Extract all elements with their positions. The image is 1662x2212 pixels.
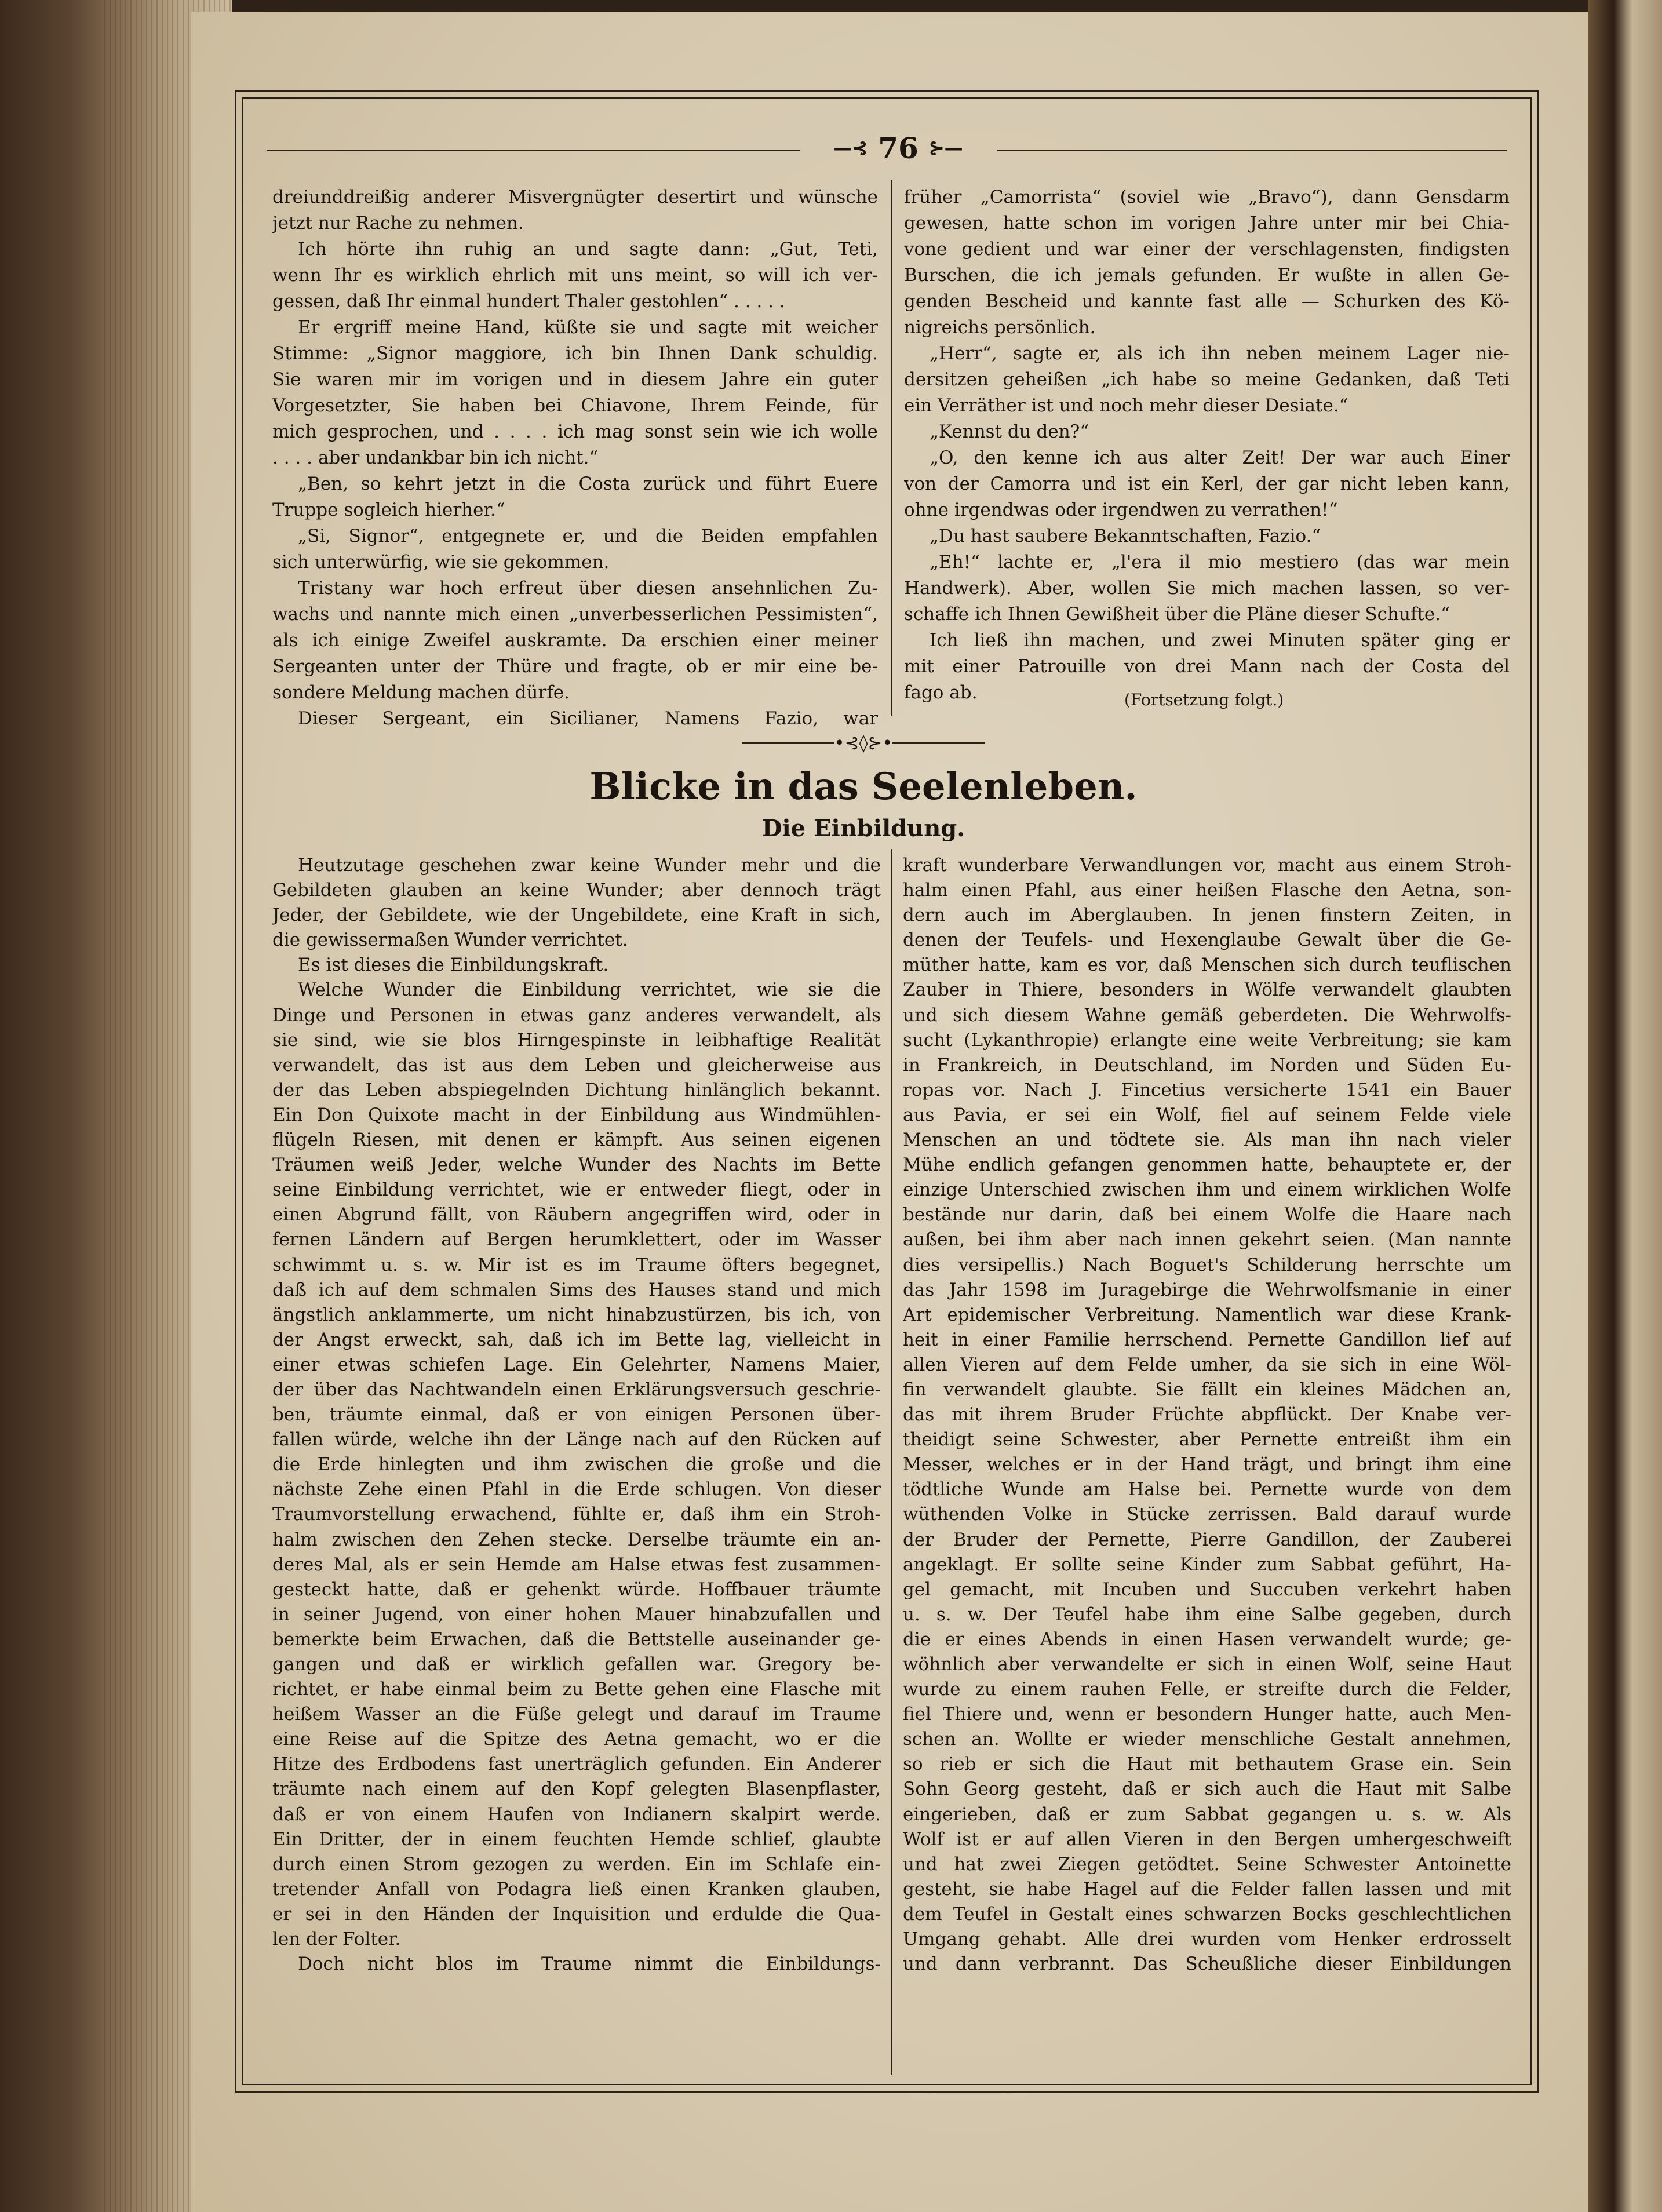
text-line: vone gedient und war einer der verschlagensten, findigsten: [904, 239, 1510, 260]
text-line: jetzt nur Rache zu nehmen.: [272, 213, 524, 234]
text-line: denen der Teufels- und Hexenglaube Gewalt über die Ge-: [903, 930, 1511, 951]
paragraph: [272, 1952, 881, 1977]
paragraph: [272, 953, 881, 978]
text-line: schwimmt u. s. w. Mir ist es im Traume öfters begegnet,: [272, 1254, 881, 1276]
text-line: Sohn Georg gesteht, daß er sich auch die Haut mit Salbe: [903, 1779, 1511, 1800]
text-line: wöhnlich aber verwandelte er sich in einen Wolf, seine Haut: [903, 1654, 1511, 1675]
paragraph: [272, 523, 878, 575]
text-line: „Si, Signor“, entgegnete er, und die Beiden empfahlen: [298, 526, 878, 546]
text-line: fernen Ländern auf Bergen herumklettert, oder im Wasser: [272, 1229, 881, 1251]
text-line: einen Abgrund fällt, von Räubern angegriffen wird, oder in: [272, 1204, 881, 1226]
text-line: Gebildeten glauben an keine Wunder; aber dennoch trägt: [272, 880, 881, 901]
paragraph: [904, 419, 1510, 445]
text-line: gangen und daß er wirklich gefallen war. Gregory be-: [272, 1654, 881, 1675]
paragraph: [272, 315, 878, 471]
text-line: Ein Don Quixote macht in der Einbildung aus Windmühlen-: [272, 1104, 881, 1125]
text-line: len der Folter.: [272, 1929, 401, 1950]
text-line: Dinge und Personen in etwas ganz anderes verwandelt, als: [272, 1004, 881, 1026]
text-line: Burschen, die ich jemals gefunden. Er wußte in allen Ge-: [904, 265, 1510, 286]
text-line: Doch nicht blos im Traume nimmt die Einbildungs-: [298, 1954, 881, 1975]
paragraph: [904, 549, 1510, 628]
text-line: angeklagt. Er sollte seine Kinder zum Sabbat geführt, Ha-: [903, 1554, 1511, 1575]
text-line: früher „Camorrista“ (soviel wie „Bravo“), dann Gensdarm: [904, 187, 1510, 207]
text-line: wurde zu einem rauhen Felle, er streifte durch die Felder,: [903, 1679, 1511, 1700]
text-line: bemerkte beim Erwachen, daß die Bettstelle auseinander ge-: [272, 1628, 881, 1650]
text-line: halm zwischen den Zehen stecke. Derselbe träumte ein an-: [272, 1529, 881, 1550]
text-line: der Bruder der Pernette, Pierre Gandillon, der Zauberei: [903, 1529, 1511, 1550]
text-line: Ein Dritter, der in einem feuchten Hemde schlief, glaubte: [272, 1828, 881, 1850]
top-left-column: [272, 184, 878, 732]
text-line: Truppe sogleich hierher.“: [272, 500, 505, 520]
text-line: tretender Anfall von Podagra ließ einen Kranken glauben,: [272, 1878, 881, 1900]
text-line: gel gemacht, mit Incuben und Succuben verkehrt haben: [903, 1579, 1511, 1600]
text-line: Träumen weiß Jeder, welche Wunder des Nachts im Bette: [272, 1154, 881, 1176]
text-line: „Du hast saubere Bekanntschaften, Fazio.“: [930, 526, 1321, 546]
text-line: dern auch im Aberglauben. In jenen finstern Zeiten, in: [903, 905, 1511, 926]
text-line: gesteht, sie habe Hagel auf die Felder fallen lassen und mit: [903, 1878, 1511, 1900]
paragraph: [272, 706, 878, 732]
text-line: u. s. w. Der Teufel habe ihm eine Salbe gegeben, durch: [903, 1604, 1511, 1625]
text-line: Art epidemischer Verbreitung. Namentlich war diese Krank-: [903, 1304, 1511, 1325]
section-divider: [742, 731, 985, 755]
text-line: sich unterwürfig, wie sie gekommen.: [272, 552, 610, 573]
text-line: Umgang gehabt. Alle drei wurden vom Henker erdrosselt: [903, 1929, 1511, 1950]
text-line: tödtliche Wunde am Halse bei. Pernette wurde von dem: [903, 1479, 1511, 1500]
text-line: allen Vieren auf dem Felde umher, da sie sich in eine Wöl-: [903, 1354, 1511, 1375]
text-line: Welche Wunder die Einbildung verrichtet, wie sie die: [298, 979, 881, 1001]
text-line: müther hatte, kam es vor, daß Menschen sich durch teuflischen: [903, 954, 1511, 976]
text-line: Mühe endlich gefangen genommen hatte, behauptete er, der: [903, 1154, 1511, 1176]
text-line: Handwerk). Aber, wollen Sie mich machen lassen, so ver-: [904, 578, 1510, 599]
text-line: die Erde hinlegten und ihm zwischen die große und die: [272, 1454, 881, 1475]
text-line: Wolf ist er auf allen Vieren in den Bergen umhergeschweift: [903, 1828, 1511, 1850]
header-ornament-left: —⊰: [833, 137, 868, 159]
text-line: in Frankreich, in Deutschland, im Norden und Süden Eu-: [903, 1054, 1511, 1076]
text-line: flügeln Riesen, mit denen er kämpft. Aus seinen eigenen: [272, 1129, 881, 1151]
text-line: ohne irgendwas oder irgendwen zu verrathen!“: [904, 500, 1338, 520]
text-line: dreiunddreißig anderer Misvergnügter desertirt und wünsche: [272, 187, 878, 207]
text-line: fago ab.: [904, 682, 978, 703]
text-line: sondere Meldung machen dürfe.: [272, 682, 570, 703]
text-line: Stimme: „Signor maggiore, ich bin Ihnen Dank schuldig.: [272, 343, 878, 364]
text-line: theidigt seine Schwester, aber Pernette entreißt ihm ein: [903, 1429, 1511, 1451]
text-line: aus Pavia, er sei ein Wolf, fiel auf seinem Felde viele: [903, 1104, 1511, 1125]
text-line: ropas vor. Nach J. Fincetius versicherte 1541 ein Bauer: [903, 1079, 1511, 1100]
text-line: Ich ließ ihn machen, und zwei Minuten später ging er: [930, 630, 1510, 651]
text-line: durch einen Strom gezogen zu werden. Ein im Schlafe ein-: [272, 1853, 881, 1875]
text-line: „Ben, so kehrt jetzt in die Costa zurück und führt Euere: [298, 473, 878, 494]
text-line: der das Leben abspiegelnden Dichtung hinlänglich bekannt.: [272, 1079, 881, 1100]
text-line: Sergeanten unter der Thüre und fragte, ob er mir eine be-: [272, 656, 878, 677]
text-line: einzige Unterschied zwischen ihm und einem wirklichen Wolfe: [903, 1179, 1511, 1201]
bottom-left-column: [272, 853, 881, 1977]
text-line: heit in einer Familie herrschend. Pernette Gandillon lief auf: [903, 1329, 1511, 1350]
text-line: halm einen Pfahl, aus einer heißen Flasche den Aetna, son-: [903, 880, 1511, 901]
next-page-edge: [1588, 0, 1662, 2212]
text-line: und sich diesem Wahne gemäß geberdeten. Die Wehrwolfs-: [903, 1004, 1511, 1026]
text-line: träumte nach einem auf den Kopf gelegten Blasenpflaster,: [272, 1779, 881, 1800]
text-line: nigreichs persönlich.: [904, 317, 1096, 338]
text-line: „Eh!“ lachte er, „l'era il mio mestiero (das war mein: [930, 552, 1510, 573]
text-line: bestände nur darin, daß bei einem Wolfe die Haare nach: [903, 1204, 1511, 1226]
page-header: [800, 127, 997, 168]
text-line: ben, träumte einmal, daß er von einigen Personen über-: [272, 1404, 881, 1426]
text-line: kraft wunderbare Verwandlungen vor, macht aus einem Stroh-: [903, 855, 1511, 876]
paragraph: [904, 445, 1510, 523]
text-line: gesteckt hatte, daß er gehenkt würde. Hoffbauer träumte: [272, 1579, 881, 1600]
column-rule-top: [891, 180, 892, 716]
text-line: Tristany war hoch erfreut über diesen ansehnlichen Zu-: [298, 578, 878, 599]
text-line: sie sind, wie sie blos Hirngespinste in leibhaftige Realität: [272, 1029, 881, 1051]
text-line: „Herr“, sagte er, als ich ihn neben meinem Lager nie-: [930, 343, 1510, 364]
text-line: einer etwas schiefen Lage. Ein Gelehrter, Namens Maier,: [272, 1354, 881, 1375]
paragraph: [272, 471, 878, 523]
text-line: von der Camorra und ist ein Kerl, der gar nicht leben kann,: [904, 473, 1510, 494]
to-be-continued-note: (Fortsetzung folgt.): [1124, 690, 1284, 709]
text-line: nächste Zehe einen Pfahl in die Erde schlugen. Von dieser: [272, 1479, 881, 1500]
text-line: genden Bescheid und kannte fast alle — Schurken des Kö-: [904, 291, 1510, 312]
header-rule-right: [997, 150, 1507, 151]
text-line: eine Reise auf die Spitze des Aetna gemacht, wo er die: [272, 1729, 881, 1750]
text-line: das mit ihrem Bruder Früchte abpflückt. Der Knabe ver-: [903, 1404, 1511, 1426]
text-line: Zauber in Thiere, besonders in Wölfe verwandelt glaubten: [903, 979, 1511, 1001]
paragraph: [904, 523, 1510, 549]
paragraph: [272, 184, 878, 236]
text-line: außen, bei ihm aber nach innen gekehrt seien. (Man nannte: [903, 1229, 1511, 1251]
text-line: so rieb er sich die Haut mit bethautem Grase ein. Sein: [903, 1754, 1511, 1775]
text-line: richtet, er habe einmal beim zu Bette gehen eine Flasche mit: [272, 1679, 881, 1700]
divider-ornament-icon: •⊰◊⊱•: [834, 733, 893, 753]
divider-line-left: [742, 742, 834, 744]
text-line: deres Mal, als er sein Hemde am Halse etwas fest zusammen-: [272, 1554, 881, 1575]
text-line: wüthenden Volke in Stücke zerrissen. Bald darauf wurde: [903, 1504, 1511, 1525]
text-line: er sei in den Händen der Inquisition und erdulde die Qua-: [272, 1903, 881, 1925]
text-line: schaffe ich Ihnen Gewißheit über die Pläne dieser Schufte.“: [904, 604, 1450, 625]
paragraph: [272, 575, 878, 706]
text-line: gewesen, hatte schon im vorigen Jahre unter mir bei Chia-: [904, 213, 1510, 234]
text-line: Messer, welches er in der Hand trägt, und bringt ihm eine: [903, 1454, 1511, 1475]
text-line: wenn Ihr es wirklich ehrlich mit uns meint, so will ich ver-: [272, 265, 878, 286]
text-line: Vorgesetzter, Sie haben bei Chiavone, Ihrem Feinde, für: [272, 395, 878, 416]
text-line: das Jahr 1598 im Juragebirge die Wehrwolfsmanie in einer: [903, 1279, 1511, 1300]
divider-line-right: [892, 742, 985, 744]
text-line: fallen würde, welche ihn der Länge nach auf den Rücken auf: [272, 1429, 881, 1451]
text-line: Sie waren mir im vorigen und in diesem Jahre ein guter: [272, 369, 878, 390]
text-line: „O, den kenne ich aus alter Zeit! Der war auch Einer: [930, 447, 1510, 468]
text-line: daß er von einem Haufen von Indianern skalpirt werde.: [272, 1803, 881, 1825]
column-rule-bottom: [891, 849, 892, 2075]
paragraph: [272, 853, 881, 953]
article-title: Blicke in das Seelenleben.: [589, 765, 1138, 808]
text-line: Menschen an und tödtete sie. Als man ihn nach vieler: [903, 1129, 1511, 1151]
text-line: heißem Wasser an die Füße gelegt und darauf im Traume: [272, 1704, 881, 1725]
text-line: seine Einbildung verrichtet, wie er entweder fliegt, oder in: [272, 1179, 881, 1201]
text-line: ängstlich anklammerte, um nicht hinabzustürzen, bis ich, von: [272, 1304, 881, 1325]
text-line: dersitzen geheißen „ich habe so meine Gedanken, daß Teti: [904, 369, 1510, 390]
top-right-column: [904, 184, 1510, 706]
text-line: Heutzutage geschehen zwar keine Wunder mehr und die: [298, 855, 881, 876]
text-line: in seiner Jugend, von einer hohen Mauer hinabzufallen und: [272, 1604, 881, 1625]
text-line: fiel Thiere und, wenn er besondern Hunger hatte, auch Men-: [903, 1704, 1511, 1725]
text-line: der über das Nachtwandeln einen Erklärungsversuch geschrie-: [272, 1379, 881, 1400]
text-line: dies versipellis.) Nach Boguet's Schilderung herrschte um: [903, 1254, 1511, 1276]
text-line: Dieser Sergeant, ein Sicilianer, Namens Fazio, war: [298, 708, 878, 729]
text-line: gessen, daß Ihr einmal hundert Thaler gestohlen“ . . . . .: [272, 291, 785, 312]
text-line: Traumvorstellung erwachend, fühlte er, daß ihm ein Stroh-: [272, 1504, 881, 1525]
text-line: daß ich auf dem schmalen Sims des Hauses stand und mich: [272, 1279, 881, 1300]
paragraph: [904, 341, 1510, 419]
page-number: 76: [878, 130, 919, 165]
text-line: Er ergriff meine Hand, küßte sie und sagte mit weicher: [298, 317, 878, 338]
bottom-right-column: [903, 853, 1511, 1977]
paragraph: [272, 978, 881, 1952]
text-line: und dann verbrannt. Das Scheußliche dieser Einbildungen: [903, 1954, 1511, 1975]
paragraph: [272, 236, 878, 315]
text-line: wachs und nannte mich einen „unverbesserlichen Pessimisten“,: [272, 604, 878, 625]
text-line: fin verwandelt glaubte. Sie fällt ein kleines Mädchen an,: [903, 1379, 1511, 1400]
text-line: schen an. Wollte er wieder menschliche Gestalt annehmen,: [903, 1729, 1511, 1750]
text-line: Jeder, der Gebildete, wie der Ungebildete, eine Kraft in sich,: [272, 905, 881, 926]
text-line: der Angst erweckt, sah, daß ich im Bette lag, vielleicht in: [272, 1329, 881, 1350]
text-line: verwandelt, das ist aus dem Leben und gleicherweise aus: [272, 1054, 881, 1076]
text-line: als ich einige Zweifel auskramte. Da erschien einer meiner: [272, 630, 878, 651]
paragraph: [903, 853, 1511, 1977]
text-line: mit einer Patrouille von drei Mann nach der Costa del: [904, 656, 1510, 677]
article-subtitle: Die Einbildung.: [761, 815, 965, 842]
text-line: Hitze des Erdbodens fast unerträglich gefunden. Ein Anderer: [272, 1754, 881, 1775]
paragraph: [904, 184, 1510, 341]
text-line: Ich hörte ihn ruhig an und sagte dann: „Gut, Teti,: [298, 239, 878, 260]
header-rule-left: [267, 150, 800, 151]
text-line: sucht (Lykanthropie) erlangte eine weite Verbreitung; sie kam: [903, 1029, 1511, 1051]
text-line: ein Verräther ist und noch mehr dieser Desiate.“: [904, 395, 1348, 416]
text-line: und hat zwei Ziegen getödtet. Seine Schwester Antoinette: [903, 1853, 1511, 1875]
text-line: „Kennst du den?“: [930, 421, 1089, 442]
text-line: dem Teufel in Gestalt eines schwarzen Bocks geschlechtlichen: [903, 1903, 1511, 1925]
text-line: Es ist dieses die Einbildungskraft.: [298, 954, 609, 976]
text-line: die er eines Abends in einen Hasen verwandelt wurde; ge-: [903, 1628, 1511, 1650]
header-ornament-right: ⊱—: [928, 137, 963, 159]
text-line: die gewissermaßen Wunder verrichtet.: [272, 930, 628, 951]
text-line: eingerieben, daß er zum Sabbat gegangen u. s. w. Als: [903, 1803, 1511, 1825]
text-line: . . . . aber undankbar bin ich nicht.“: [272, 447, 599, 468]
text-line: mich gesprochen, und . . . . ich mag sonst sein wie ich wolle: [272, 421, 878, 442]
